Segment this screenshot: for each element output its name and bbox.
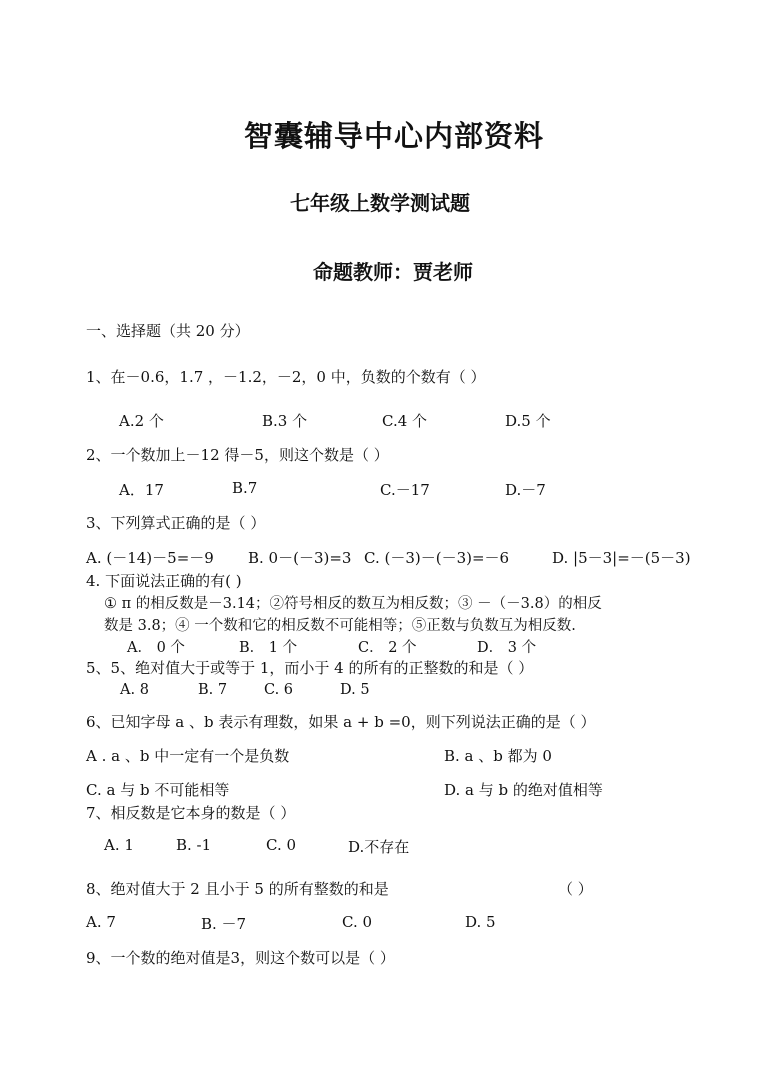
question-4-option-a: A． 0 个 bbox=[127, 640, 185, 656]
question-7-stem: 7、相反数是它本身的数是（ ） bbox=[86, 804, 296, 822]
question-1-option-a: A.2 个 bbox=[119, 412, 164, 430]
question-7-option-b: B. -1 bbox=[176, 836, 212, 854]
question-3-option-d: D. |5－3|=－(5－3) bbox=[552, 549, 691, 567]
question-3-option-a: A. (－14)－5=－9 bbox=[86, 549, 214, 567]
question-7-option-c: C. 0 bbox=[266, 836, 297, 854]
question-1-option-b: B.3 个 bbox=[262, 412, 308, 430]
question-7-option-a: A. 1 bbox=[104, 836, 134, 854]
question-2-option-d: D.－7 bbox=[505, 481, 546, 499]
question-6-stem: 6、已知字母 a 、b 表示有理数，如果 a + b =0，则下列说法正确的是（ ） bbox=[86, 713, 596, 731]
document-author: 命题教师：贾老师 bbox=[313, 260, 473, 284]
question-8-option-a: A. 7 bbox=[86, 913, 116, 931]
question-3-option-c: C. (－3)－(－3)=－6 bbox=[364, 549, 510, 567]
question-2-option-b: B.7 bbox=[232, 479, 258, 497]
question-3-stem: 3、下列算式正确的是（ ） bbox=[86, 514, 266, 532]
question-1-option-c: C.4 个 bbox=[382, 412, 428, 430]
question-4-option-b: B． 1 个 bbox=[239, 640, 298, 656]
question-4-stem: 4. 下面说法正确的有( ) bbox=[86, 572, 242, 590]
question-8-answer-paren: （ ） bbox=[558, 880, 593, 898]
question-8-option-d: D. 5 bbox=[465, 913, 496, 931]
question-1-option-d: D.5 个 bbox=[505, 412, 551, 430]
question-7-option-d: D.不存在 bbox=[348, 838, 410, 856]
question-2-option-c: C.－17 bbox=[380, 481, 430, 499]
question-8-option-b: B. －7 bbox=[201, 915, 247, 933]
question-2-option-a: A．17 bbox=[119, 481, 164, 499]
question-8-stem: 8、绝对值大于 2 且小于 5 的所有整数的和是 bbox=[86, 880, 389, 898]
section-heading: 一、选择题（共 20 分） bbox=[86, 322, 250, 340]
question-6-option-b: B. a 、b 都为 0 bbox=[444, 747, 552, 765]
question-2-stem: 2、一个数加上－12 得－5，则这个数是（ ） bbox=[86, 446, 389, 464]
question-5-option-c: C. 6 bbox=[264, 682, 294, 698]
question-5-option-b: B. 7 bbox=[198, 682, 228, 698]
document-subtitle: 七年级上数学测试题 bbox=[290, 191, 470, 215]
question-3-option-b: B. 0－(－3)=3 bbox=[248, 549, 352, 567]
question-4-option-d: D． 3 个 bbox=[477, 640, 537, 656]
question-9-stem: 9、一个数的绝对值是3，则这个数可以是（ ） bbox=[86, 949, 395, 967]
question-1-stem: 1、在－0.6，1.7 ，－1.2，－2，0 中，负数的个数有（ ） bbox=[86, 368, 486, 386]
document-title: 智囊辅导中心内部资料 bbox=[244, 119, 545, 153]
question-6-option-a: A . a 、b 中一定有一个是负数 bbox=[86, 747, 290, 765]
question-4-line-1: ① π 的相反数是－3.14；②符号相反的数互为相反数；③ －（－3.8）的相反 bbox=[104, 596, 602, 612]
question-6-option-d: D. a 与 b 的绝对值相等 bbox=[444, 781, 603, 799]
question-4-line-2: 数是 3.8；④ 一个数和它的相反数不可能相等；⑤正数与负数互为相反数. bbox=[104, 618, 576, 634]
question-6-option-c: C. a 与 b 不可能相等 bbox=[86, 781, 230, 799]
question-5-option-d: D. 5 bbox=[340, 682, 370, 698]
question-5-stem: 5、5、绝对值大于或等于 1，而小于 4 的所有的正整数的和是（ ） bbox=[86, 659, 534, 677]
question-5-option-a: A. 8 bbox=[120, 682, 149, 698]
question-8-option-c: C. 0 bbox=[342, 913, 373, 931]
question-4-option-c: C． 2 个 bbox=[358, 640, 417, 656]
